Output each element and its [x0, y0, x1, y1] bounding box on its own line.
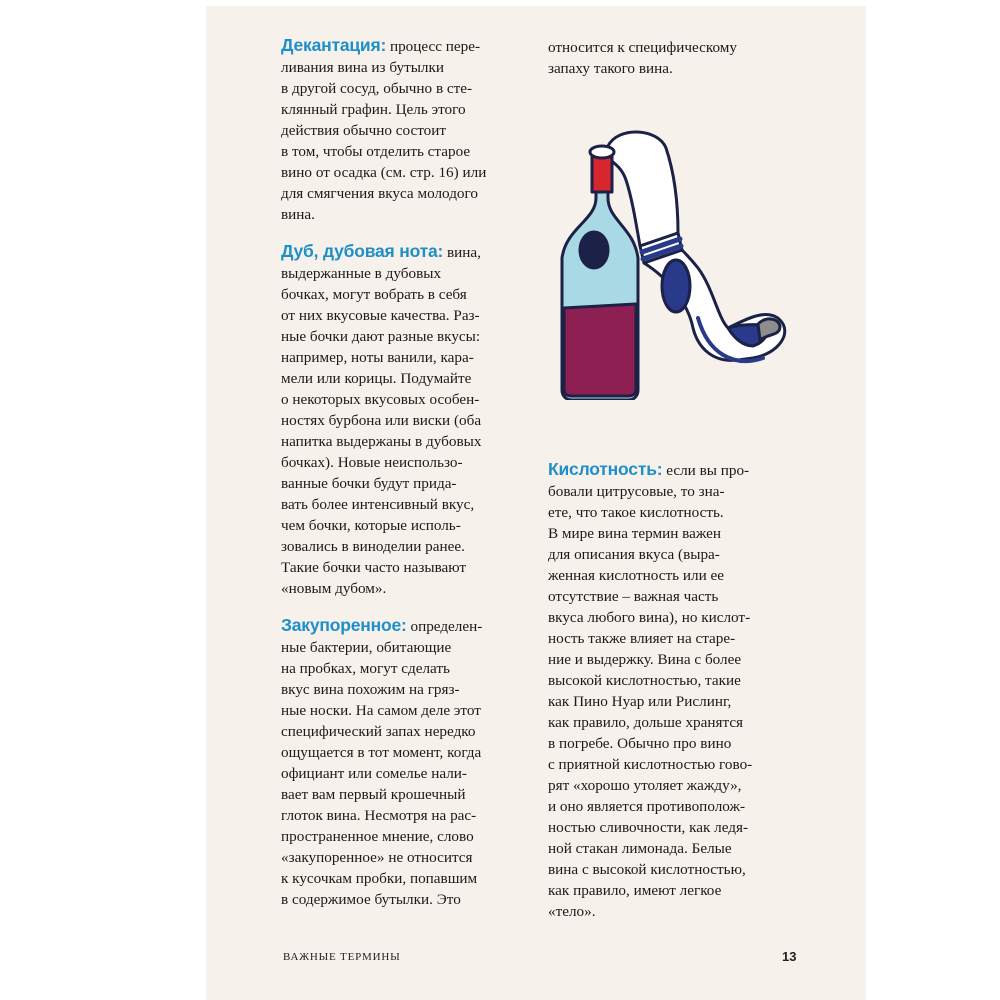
definition-line: бочках, могут вобрать в себя: [281, 286, 467, 303]
definition-line: вино от осадка (см. стр. 16) или: [281, 164, 487, 181]
definition-line: ностью сливочности, как ледя-: [548, 819, 749, 836]
definition-line: ливания вина из бутылки: [281, 59, 445, 76]
running-footer-section: ВАЖНЫЕ ТЕРМИНЫ: [283, 951, 401, 963]
definition-line: ете, что такое кислотность.: [548, 504, 724, 521]
definition-line: В мире вина термин важен: [548, 525, 722, 542]
definition-line: «новым дубом».: [281, 580, 387, 597]
definition-line: действия обычно состоит: [281, 122, 446, 139]
definition-line: отсутствие – важная часть: [548, 588, 719, 605]
definition-line: пространенное мнение, слово: [281, 828, 474, 845]
definition-line: ощущается в тот момент, когда: [281, 744, 482, 761]
definition-line: если вы про-: [662, 462, 750, 479]
glossary-entry-acidity: [548, 459, 798, 922]
definition-line: и оно является противополож-: [548, 798, 746, 815]
glossary-entry-decantation: [281, 35, 531, 225]
wine-bottle-sock-illustration: [548, 128, 798, 400]
definition-line: ные бочки дают разные вкусы:: [281, 328, 481, 345]
definition-line: о некоторых вкусовых особен-: [281, 391, 480, 408]
definition-line: как правило, имеют легкое: [548, 882, 722, 899]
definition-line: определен-: [406, 618, 483, 635]
term-heading: Кислотность:: [548, 459, 663, 479]
definition-line: мели или корицы. Подумайте: [281, 370, 472, 387]
definition-line: вина с высокой кислотностью,: [548, 861, 746, 878]
definition-line: для описания вкуса (выра-: [548, 546, 720, 563]
definition-line: ные носки. На самом деле этот: [281, 702, 481, 719]
definition-line: например, ноты ванили, кара-: [281, 349, 474, 366]
definition-line: рят «хорошо утоляет жажду»,: [548, 777, 742, 794]
definition-line: ные бактерии, обитающие: [281, 639, 452, 656]
term-heading: Дуб, дубовая нота:: [281, 241, 444, 261]
definition-line: «закупоренное» не относится: [281, 849, 473, 866]
definition-line: зовались в виноделии ранее.: [281, 538, 465, 555]
continuation-line: относится к специфическому: [548, 39, 737, 56]
definition-line: женная кислотность или ее: [548, 567, 724, 584]
definition-line: с приятной кислотностью гово-: [548, 756, 753, 773]
definition-line: «тело».: [548, 903, 596, 920]
definition-line: от них вкусовые качества. Раз-: [281, 307, 480, 324]
definition-line: ванные бочки будут прида-: [281, 475, 457, 492]
definition-line: напитка выдержаны в дубовых: [281, 433, 482, 450]
definition-line: в содержимое бутылки. Это: [281, 891, 461, 908]
page-number: 13: [782, 949, 797, 964]
definition-line: в том, чтобы отделить старое: [281, 143, 471, 160]
definition-line: специфический запах нередко: [281, 723, 476, 740]
definition-line: высокой кислотностью, такие: [548, 672, 741, 689]
definition-line: официант или сомелье нали-: [281, 765, 467, 782]
term-heading: Закупоренное:: [281, 615, 407, 635]
definition-line: вает вам первый крошечный: [281, 786, 466, 803]
right-column-continuation: [548, 37, 798, 79]
definition-line: вина.: [281, 206, 315, 223]
definition-line: ностях бурбона или виски (оба: [281, 412, 482, 429]
left-column: [281, 35, 531, 926]
glossary-entry-oak: [281, 241, 531, 599]
definition-line: бовали цитрусовые, то зна-: [548, 483, 725, 500]
definition-line: процесс пере-: [386, 38, 481, 55]
definition-line: для смягчения вкуса молодого: [281, 185, 478, 202]
definition-line: клянный графин. Цель этого: [281, 101, 466, 118]
definition-line: как правило, дольше хранятся: [548, 714, 744, 731]
definition-line: Такие бочки часто называют: [281, 559, 467, 576]
definition-line: бочках). Новые неиспользо-: [281, 454, 463, 471]
right-column: [548, 459, 798, 938]
continuation-line: запаху такого вина.: [548, 60, 673, 77]
definition-line: в другой сосуд, обычно в сте-: [281, 80, 473, 97]
definition-line: вина,: [443, 244, 481, 261]
definition-line: вкус вина похожим на гряз-: [281, 681, 460, 698]
definition-line: ной стакан лимонада. Белые: [548, 840, 732, 857]
definition-line: как Пино Нуар или Рислинг,: [548, 693, 732, 710]
definition-line: в погребе. Обычно про вино: [548, 735, 732, 752]
definition-line: чем бочки, которые исполь-: [281, 517, 461, 534]
definition-line: ние и выдержку. Вина с более: [548, 651, 742, 668]
definition-line: глоток вина. Несмотря на рас-: [281, 807, 477, 824]
definition-line: выдержанные в дубовых: [281, 265, 442, 282]
definition-line: на пробках, могут сделать: [281, 660, 450, 677]
definition-line: вать более интенсивный вкус,: [281, 496, 475, 513]
definition-line: ность также влияет на старе-: [548, 630, 736, 647]
glossary-entry-corked: [281, 615, 531, 910]
term-heading: Декантация:: [281, 35, 387, 55]
definition-line: к кусочкам пробки, попавшим: [281, 870, 478, 887]
definition-line: вкуса любого вина), но кислот-: [548, 609, 751, 626]
